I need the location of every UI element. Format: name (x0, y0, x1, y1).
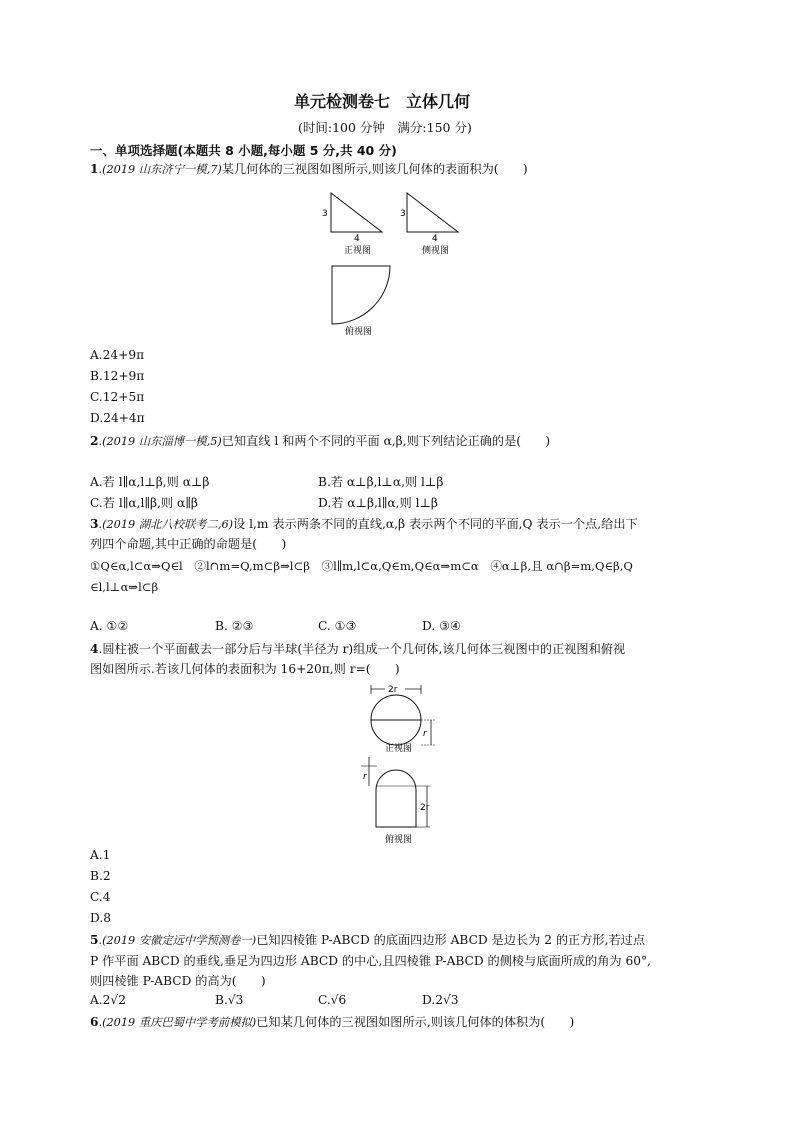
question-text: 已知直线 l 和两个不同的平面 α,β,则下列结论正确的是( ) (221, 434, 551, 448)
question-source: .(2019 重庆巴蜀中学考前模拟) (98, 1016, 257, 1029)
q3-option-c: C. ①③ (318, 619, 357, 633)
q1-top-view-quarter-circle (332, 266, 390, 324)
q1-option-c: C.12+5π (90, 390, 145, 404)
q5-option-b: B.√3 (215, 993, 244, 1007)
question-4 (90, 640, 625, 659)
question-1 (90, 160, 528, 179)
q4-height-label: 2r (420, 803, 430, 813)
question-source: .(2019 安徽定远中学预测卷一) (98, 934, 257, 947)
question-5-line3: 则四棱锥 P-ABCD 的高为( ) (90, 974, 266, 988)
question-5 (90, 931, 645, 950)
question-number: 3 (90, 517, 99, 531)
q4-radius-label: r (423, 729, 427, 739)
question-number: 4 (90, 642, 99, 656)
q4-radius-label-2: r (363, 772, 367, 782)
q4-top-view-label: 俯视图 (385, 835, 413, 845)
question-number: 2 (90, 434, 99, 448)
question-3 (90, 515, 638, 534)
q4-figure-svg (355, 680, 445, 850)
q1-side-view-triangle (407, 193, 458, 232)
q3-option-a: A. ①② (90, 619, 129, 633)
question-number: 5 (90, 933, 99, 947)
question-text: 已知某几何体的三视图如图所示,则该几何体的体积为( ) (256, 1015, 575, 1029)
section-heading: 一、单项选择题(本题共 8 小题,每小题 5 分,共 40 分) (90, 143, 397, 158)
q1-front-view-label: 正视图 (344, 246, 372, 256)
page-title: 单元检测卷七 立体几何 (294, 92, 471, 111)
q5-option-a: A.2√2 (90, 993, 126, 1007)
q1-three-view-figure (318, 188, 448, 338)
q1-side-width-label: 4 (432, 234, 438, 244)
q3-option-d: D. ③④ (422, 619, 461, 633)
q3-option-b: B. ②③ (215, 619, 254, 633)
question-3-propositions-line2: ∈l,l⊥α⇒l⊂β (90, 580, 159, 594)
q4-option-c: C.4 (90, 890, 111, 904)
q1-option-a: A.24+9π (90, 348, 145, 362)
q4-view-figure (355, 680, 445, 850)
question-3-line2: 列四个命题,其中正确的命题是( ) (90, 537, 287, 551)
question-text: 某几何体的三视图如图所示,则该几何体的表面积为( ) (221, 162, 528, 176)
page-subtitle: (时间:100 分钟 满分:150 分) (298, 120, 472, 135)
question-5-line2: P 作平面 ABCD 的垂线,垂足为四边形 ABCD 的中心,且四棱锥 P-ABCD 的侧棱与底面所成的角为 60°, (90, 954, 651, 968)
q4-front-view-label: 正视图 (385, 744, 413, 754)
question-source: .(2019 湖北八校联考二,6) (98, 518, 234, 531)
q5-option-c: C.√6 (318, 993, 347, 1007)
q1-front-view-triangle (331, 193, 382, 232)
q1-front-height-label: 3 (322, 209, 328, 219)
question-6 (90, 1013, 574, 1032)
question-3-propositions-line1: ①Q∈α,l⊂α⇒Q∈l ②l∩m=Q,m⊂β⇒l⊂β ③l∥m,l⊂α,Q∈m,Q∈α⇒m⊂α ④α⊥β,且 α∩β=m,Q∈β,Q (90, 559, 633, 573)
q1-side-height-label: 3 (400, 209, 406, 219)
q1-front-width-label: 4 (354, 234, 360, 244)
q2-option-a: A.若 l∥α,l⊥β,则 α⊥β (90, 475, 210, 489)
q2-option-b: B.若 α⊥β,l⊥α,则 l⊥β (318, 475, 444, 489)
question-number: 1 (90, 162, 99, 176)
q1-option-d: D.24+4π (90, 411, 145, 425)
q4-option-d: D.8 (90, 911, 111, 925)
q1-top-view-label: 俯视图 (345, 327, 373, 337)
q4-option-a: A.1 (90, 848, 111, 862)
q1-side-view-label: 侧视图 (422, 246, 450, 256)
question-text: 已知四棱锥 P-ABCD 的底面四边形 ABCD 是边长为 2 的正方形,若过点 (256, 933, 646, 947)
q5-option-d: D.2√3 (422, 993, 459, 1007)
q4-diameter-label: 2r (388, 685, 398, 695)
question-4-line2: 图如图所示.若该几何体的表面积为 16+20π,则 r=( ) (90, 662, 400, 676)
q2-option-d: D.若 α⊥β,l∥α,则 l⊥β (318, 496, 438, 510)
q1-option-b: B.12+9π (90, 369, 145, 383)
q4-option-b: B.2 (90, 869, 111, 883)
question-number: 6 (90, 1015, 99, 1029)
question-text: .圆柱被一个平面截去一部分后与半球(半径为 r)组成一个几何体,该几何体三视图中的正视图和俯视 (98, 642, 626, 656)
q2-option-c: C.若 l∥α,l∥β,则 α∥β (90, 496, 198, 510)
q4-top-view-shape (376, 770, 416, 827)
question-source: .(2019 山东淄博一模,5) (98, 435, 222, 448)
question-source: .(2019 山东济宁一模,7) (98, 163, 222, 176)
q1-figure-svg (318, 188, 448, 338)
question-2 (90, 432, 550, 451)
question-text: 设 l,m 表示两条不同的直线,α,β 表示两个不同的平面,Q 表示一个点,给出下 (233, 517, 638, 531)
